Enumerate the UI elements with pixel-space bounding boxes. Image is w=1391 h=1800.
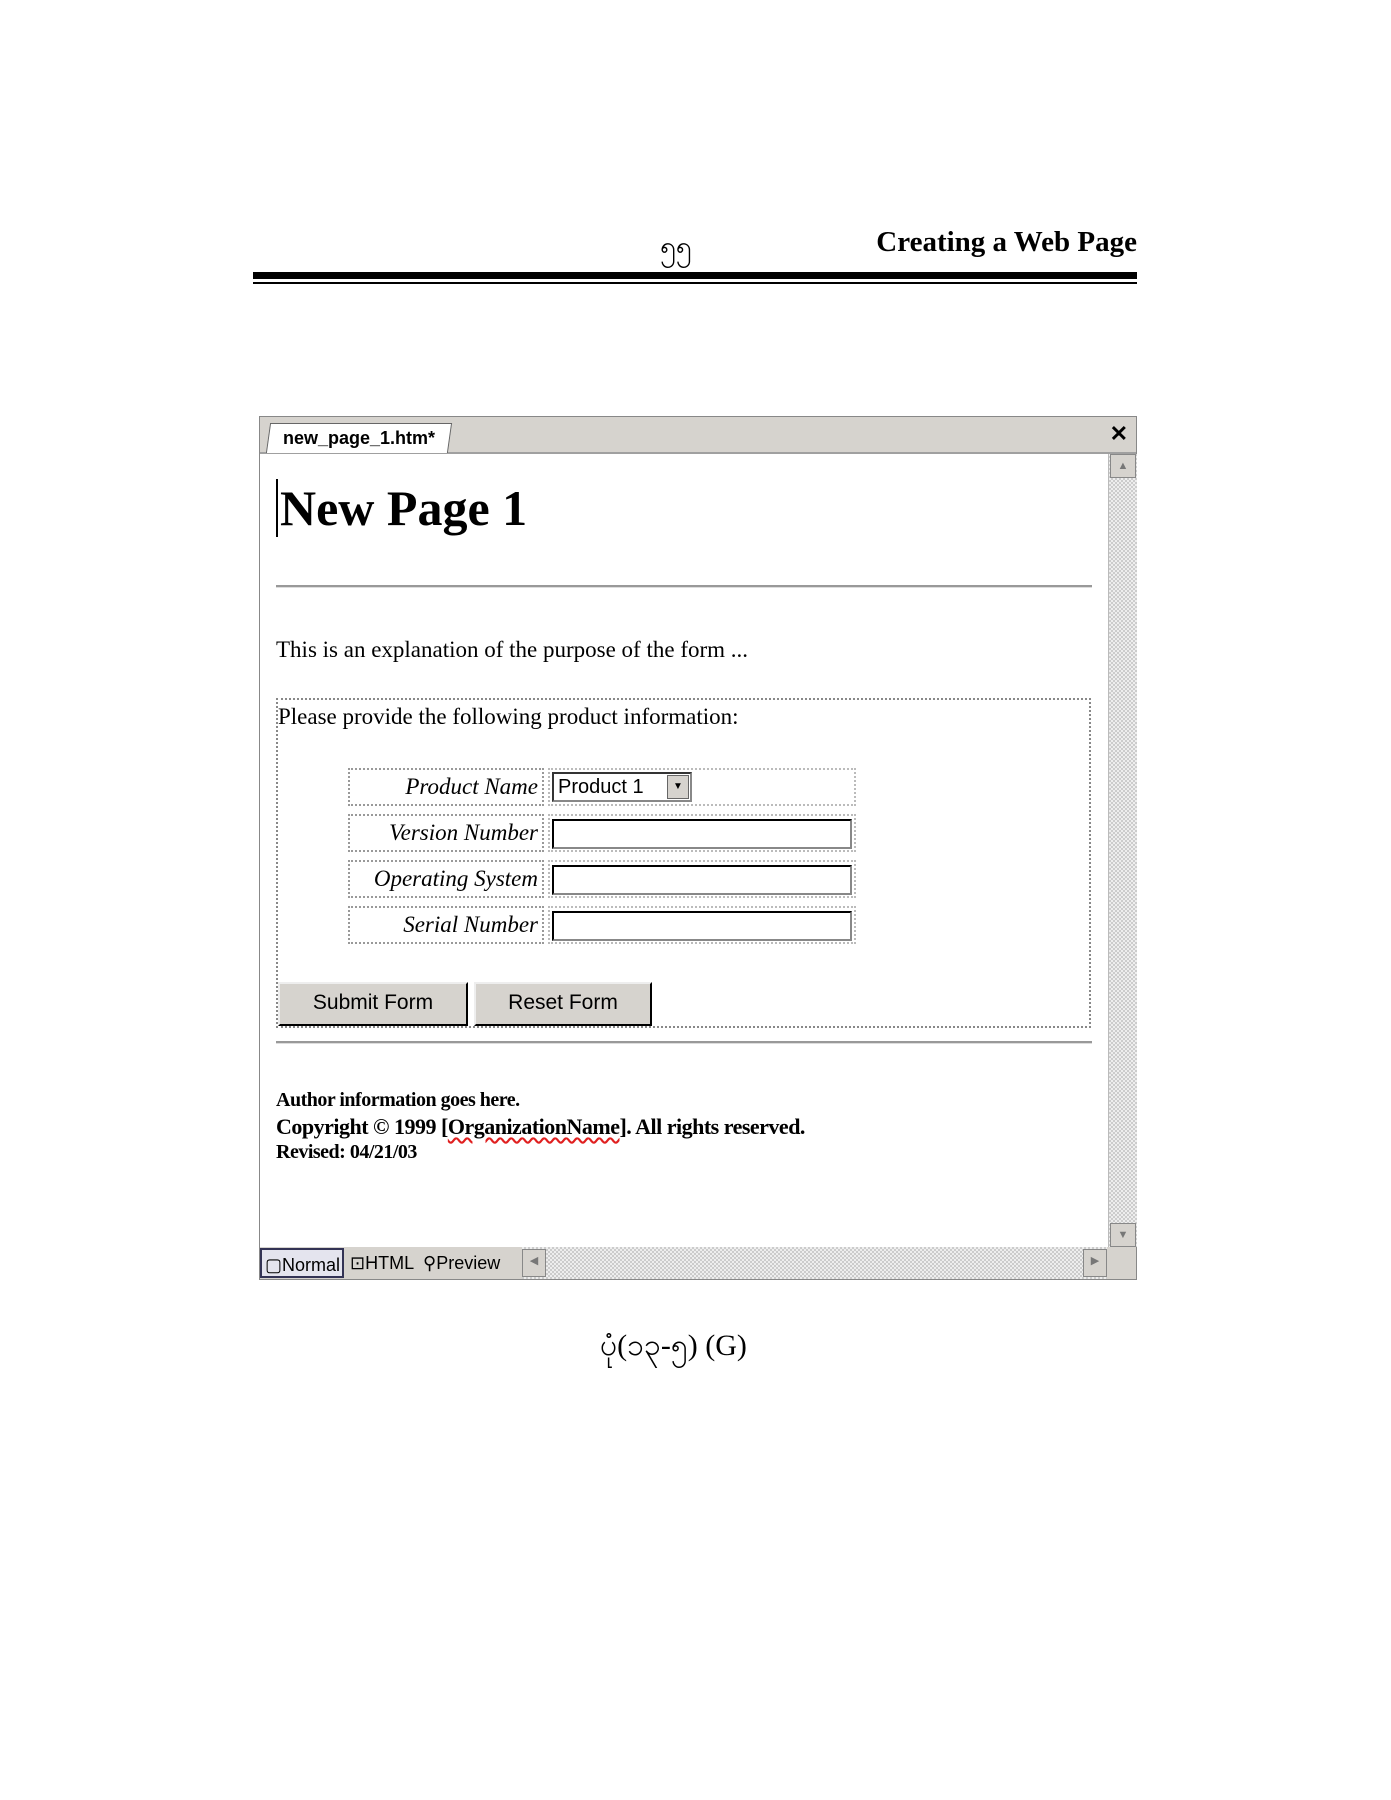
running-title: Creating a Web Page <box>876 226 1137 258</box>
vertical-scrollbar[interactable] <box>1108 454 1137 1247</box>
horizontal-scrollbar[interactable] <box>522 1247 1107 1279</box>
scroll-down-button[interactable]: ▼ <box>1110 1223 1136 1247</box>
field-row-serial-number <box>348 906 857 946</box>
revised-date: Revised: 04/21/03 <box>276 1141 417 1163</box>
chevron-down-icon[interactable]: ▼ <box>667 775 689 799</box>
header-rule-thin <box>253 282 1137 284</box>
field-row-product-name <box>348 768 857 808</box>
view-tab-html[interactable]: ⊡HTML <box>350 1253 415 1273</box>
page-heading: New Page 1 <box>276 479 527 537</box>
view-tab-preview[interactable]: ⚲Preview <box>423 1253 501 1273</box>
view-tab-bar <box>260 1247 1136 1279</box>
view-tab-normal[interactable]: ▢Normal <box>260 1248 344 1278</box>
field-row-version-number <box>348 814 857 854</box>
field-label: Serial Number <box>348 906 544 944</box>
horizontal-rule <box>276 585 1092 588</box>
html-view-icon: ⊡ <box>350 1253 366 1273</box>
horizontal-rule <box>276 1041 1092 1044</box>
normal-view-icon: ▢ <box>265 1255 283 1275</box>
copyright-line: Copyright © 1999 [OrganizationName]. All rights reserved. <box>276 1114 805 1139</box>
editor-window <box>259 416 1137 1280</box>
header-rule-thick <box>253 272 1137 279</box>
document-tab-bar <box>260 417 1136 454</box>
operating-system-input[interactable] <box>552 865 852 895</box>
field-label: Operating System <box>348 860 544 898</box>
field-label: Product Name <box>348 768 544 806</box>
scroll-up-button[interactable]: ▲ <box>1110 454 1136 478</box>
page-number: ၅၅ <box>660 232 692 263</box>
form-table <box>348 768 857 952</box>
spelling-error-word[interactable]: OrganizationName <box>447 1114 620 1139</box>
form-explanation: This is an explanation of the purpose of the form ... <box>276 637 749 662</box>
figure-caption: ပုံ(၁၃-၅) (G) <box>600 1329 747 1362</box>
form-region <box>276 698 1091 1028</box>
product-name-select[interactable]: Product 1 ▼ <box>552 772 692 802</box>
serial-number-input[interactable] <box>552 911 852 941</box>
magnifier-icon: ⚲ <box>423 1253 437 1273</box>
scroll-right-button[interactable]: ▶ <box>1083 1249 1107 1277</box>
reset-form-button[interactable]: Reset Form <box>474 982 652 1026</box>
submit-form-button[interactable]: Submit Form <box>278 982 468 1026</box>
version-number-input[interactable] <box>552 819 852 849</box>
scroll-left-button[interactable]: ◀ <box>522 1249 546 1277</box>
field-label: Version Number <box>348 814 544 852</box>
document-tab[interactable]: new_page_1.htm* <box>266 423 452 453</box>
field-row-operating-system <box>348 860 857 900</box>
close-icon[interactable]: ✕ <box>1109 421 1128 446</box>
author-info: Author information goes here. <box>276 1089 520 1111</box>
form-prompt: Please provide the following product information: <box>278 704 739 729</box>
